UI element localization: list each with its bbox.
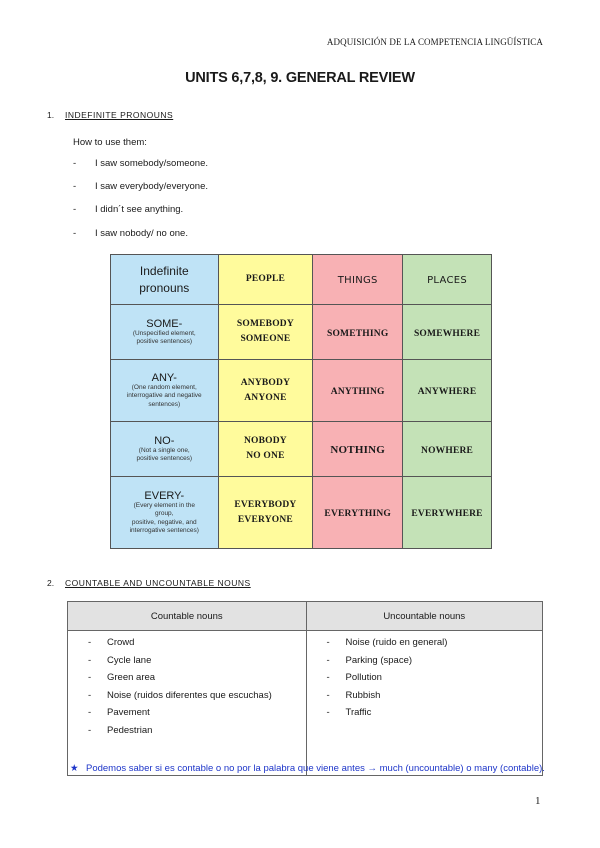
people-word: EVERYBODY — [234, 499, 297, 510]
header-label-line: Indefinite — [139, 263, 189, 278]
example-text: I saw everybody/everyone. — [95, 181, 209, 193]
place-word: SOMEWHERE — [413, 328, 481, 339]
list-item — [327, 655, 543, 673]
section-2-label: COUNTABLE AND UNCOUNTABLE NOUNS — [65, 578, 251, 588]
place-cell — [403, 422, 492, 477]
row-note: positive, negative, and — [131, 518, 197, 526]
people-cell — [218, 422, 313, 477]
list-item — [88, 725, 306, 743]
list-item — [88, 655, 306, 673]
people-word: ANYONE — [244, 392, 287, 403]
example-text: I didn´t see anything. — [95, 204, 184, 216]
row-note: positive sentences) — [136, 455, 193, 462]
row-key: SOME- — [146, 317, 183, 330]
row-key: ANY- — [151, 371, 177, 384]
indefinite-pronouns-table — [110, 254, 492, 549]
list-item — [73, 181, 208, 204]
row-key: EVERY- — [144, 489, 185, 502]
thing-word: NOTHING — [330, 444, 385, 456]
place-cell — [403, 360, 492, 422]
people-cell — [218, 305, 313, 360]
place-word: ANYWHERE — [417, 387, 477, 397]
thing-cell — [313, 477, 403, 549]
table-row — [111, 305, 492, 360]
list-item — [327, 637, 543, 655]
row-note: positive sentences) — [136, 338, 193, 345]
noun-text: Green area — [107, 672, 156, 684]
list-item — [73, 204, 208, 227]
table-row — [111, 360, 492, 422]
row-key-cell — [111, 477, 219, 549]
list-item — [88, 690, 306, 708]
header-things: THINGS — [337, 274, 378, 286]
row-key-cell — [111, 360, 219, 422]
bullet-dash: - — [88, 724, 92, 736]
noun-text: Rubbish — [345, 689, 381, 701]
row-note: group, — [155, 510, 174, 517]
row-note: (One random element, — [131, 383, 197, 391]
example-text: I saw nobody/ no one. — [95, 227, 188, 239]
bullet-dash: - — [88, 689, 92, 701]
uncountable-cell — [306, 631, 543, 776]
thing-word: ANYTHING — [330, 387, 385, 397]
row-note: (Unspecified element, — [132, 329, 196, 337]
bullet-dash: - — [88, 707, 92, 719]
header-people: PEOPLE — [245, 274, 286, 284]
bullet-dash: - — [326, 654, 330, 666]
list-item — [88, 637, 306, 655]
place-word: EVERYWHERE — [411, 509, 483, 519]
section-1-heading — [47, 110, 173, 120]
page-title: UNITS 6,7,8, 9. GENERAL REVIEW — [185, 70, 415, 86]
header-cell-things — [313, 255, 403, 305]
thing-cell — [313, 360, 403, 422]
uncountable-header: Uncountable nouns — [306, 602, 543, 631]
header-cell-places — [403, 255, 492, 305]
row-note: sentences) — [148, 400, 181, 408]
bullet-dash: - — [326, 707, 330, 719]
noun-text: Pollution — [345, 672, 382, 684]
how-to-text: How to use them: — [73, 137, 147, 148]
countable-nouns-table — [67, 601, 543, 776]
noun-text: Noise (ruidos diferentes que escuchas) — [107, 689, 272, 701]
running-header: ADQUISICIÓN DE LA COMPETENCIA LINGÜÍSTICA — [326, 37, 543, 47]
bullet-dash: - — [73, 181, 77, 193]
thing-cell — [313, 422, 403, 477]
list-item — [88, 672, 306, 690]
row-key-cell — [111, 305, 219, 360]
noun-text: Pavement — [107, 707, 150, 719]
row-note: interrogative sentences) — [129, 527, 199, 534]
people-word: NOBODY — [243, 436, 287, 446]
bullet-dash: - — [88, 654, 92, 666]
page-number: 1 — [535, 795, 541, 807]
thing-cell — [313, 305, 403, 360]
bullet-dash: - — [88, 637, 92, 648]
list-item — [88, 707, 306, 725]
bullet-dash: - — [326, 672, 330, 684]
table-row — [111, 422, 492, 477]
bullet-dash: - — [73, 158, 77, 169]
section-2-heading — [47, 578, 251, 588]
header-label-line: pronouns — [139, 280, 190, 295]
people-cell — [218, 360, 313, 422]
countable-header: Countable nouns — [68, 602, 307, 631]
example-text: I saw somebody/someone. — [95, 158, 209, 169]
noun-text: Pedestrian — [107, 724, 153, 736]
thing-word: EVERYTHING — [324, 509, 391, 519]
bullet-dash: - — [73, 227, 77, 239]
people-word: SOMEBODY — [236, 319, 294, 329]
countable-list — [88, 637, 306, 743]
people-word: ANYBODY — [240, 377, 291, 388]
people-word: NO ONE — [246, 451, 285, 461]
table-row — [68, 631, 543, 776]
table-header-row — [111, 255, 492, 305]
row-note: (Not a single one, — [138, 446, 190, 454]
list-item — [73, 158, 208, 181]
thing-word: SOMETHING — [326, 328, 389, 339]
row-key-cell — [111, 422, 219, 477]
noun-text: Parking (space) — [345, 654, 413, 666]
place-word: NOWHERE — [421, 445, 474, 456]
list-item — [327, 690, 543, 708]
countable-cell — [68, 631, 307, 776]
bullet-dash: - — [326, 689, 330, 701]
section-1-number: 1. — [47, 110, 55, 120]
section-1-label: INDEFINITE PRONOUNS — [65, 110, 174, 120]
note-text: Podemos saber si es contable o no por la palabra que viene antes → much (uncountable) o many (contable). — [86, 763, 545, 774]
row-note: interrogative and negative — [126, 392, 202, 400]
row-note: (Every element in the — [133, 501, 195, 509]
place-cell — [403, 305, 492, 360]
table-header-row — [68, 602, 543, 631]
noun-text: Crowd — [107, 637, 135, 648]
bullet-dash: - — [326, 637, 330, 648]
people-cell — [218, 477, 313, 549]
bullet-dash: - — [73, 204, 77, 216]
list-item — [73, 228, 208, 251]
noun-text: Cycle lane — [107, 654, 152, 666]
bullet-dash: - — [88, 672, 92, 684]
header-cell-people — [218, 255, 313, 305]
noun-text: Traffic — [345, 707, 372, 719]
star-icon: ★ — [70, 763, 79, 774]
header-places: PLACES — [427, 274, 468, 286]
list-item — [327, 672, 543, 690]
list-item — [327, 707, 543, 725]
row-key: NO- — [154, 434, 175, 447]
note-callout — [70, 760, 550, 778]
uncountable-list — [327, 637, 543, 725]
header-cell-label — [111, 255, 219, 305]
example-list — [73, 158, 208, 251]
section-2-number: 2. — [47, 578, 55, 588]
noun-text: Noise (ruido en general) — [345, 637, 448, 648]
people-word: SOMEONE — [240, 334, 291, 344]
place-cell — [403, 477, 492, 549]
people-word: EVERYONE — [237, 514, 293, 525]
table-row — [111, 477, 492, 549]
